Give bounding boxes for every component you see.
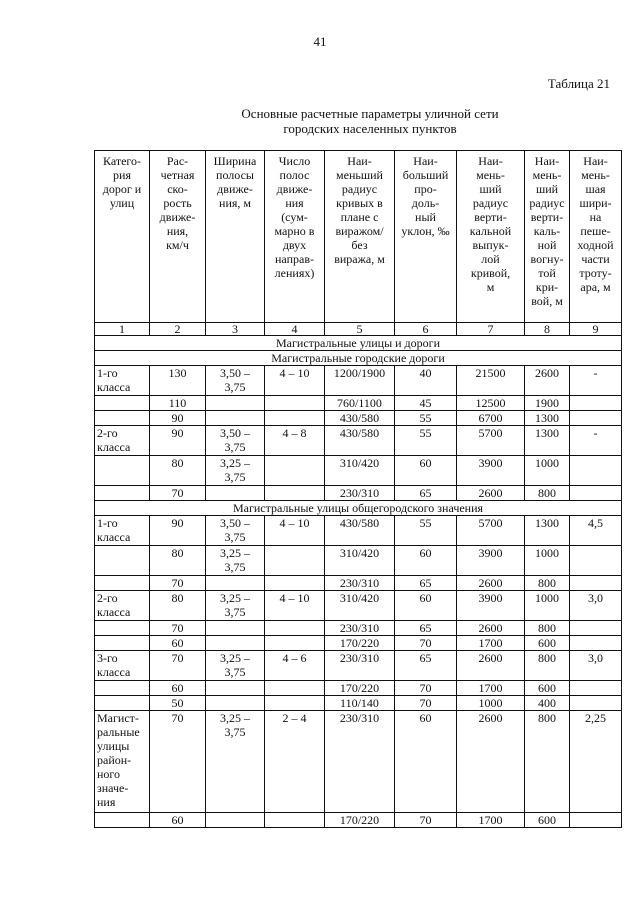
cell-max-slope: 55 <box>395 426 457 456</box>
cell-speed: 80 <box>150 591 206 621</box>
cell-curve-radius: 760/1100 <box>325 396 395 411</box>
section-main-roads-and-streets <box>95 336 622 351</box>
cell-category <box>95 696 150 711</box>
cell-sidewalk-width <box>570 576 622 591</box>
cell-lane-count <box>265 621 325 636</box>
cell-sidewalk-width <box>570 411 622 426</box>
cell-curve-radius: 310/420 <box>325 456 395 486</box>
cell-lane-count <box>265 636 325 651</box>
section-heading: Магистральные улицы общегородского значения <box>95 501 622 516</box>
cell-lane-count <box>265 576 325 591</box>
header-lane-count: Число полос движе- ния (сум- марно в двух направ- лениях) <box>265 151 325 323</box>
cell-convex-radius: 2600 <box>457 651 525 681</box>
cell-lane-count <box>265 813 325 828</box>
cell-convex-radius: 2600 <box>457 486 525 501</box>
cell-sidewalk-width <box>570 456 622 486</box>
cell-lane-count <box>265 696 325 711</box>
cell-lane-count <box>265 681 325 696</box>
table-row <box>95 696 622 711</box>
cell-sidewalk-width <box>570 696 622 711</box>
section-main-city-roads <box>95 351 622 366</box>
cell-sidewalk-width <box>570 486 622 501</box>
cell-lane-width <box>206 621 265 636</box>
cell-lane-width <box>206 681 265 696</box>
table-label: Таблица 21 <box>547 76 610 91</box>
cell-max-slope: 65 <box>395 621 457 636</box>
cell-category <box>95 681 150 696</box>
cell-lane-width <box>206 486 265 501</box>
cell-curve-radius: 1200/1900 <box>325 366 395 396</box>
street-parameters-table <box>94 150 622 828</box>
cell-convex-radius: 1700 <box>457 681 525 696</box>
cell-concave-radius: 600 <box>525 813 570 828</box>
cell-sidewalk-width: - <box>570 366 622 396</box>
cell-speed: 90 <box>150 516 206 546</box>
cell-curve-radius: 110/140 <box>325 696 395 711</box>
cell-curve-radius: 230/310 <box>325 576 395 591</box>
cell-max-slope: 65 <box>395 576 457 591</box>
column-number: 5 <box>325 323 395 336</box>
cell-sidewalk-width: 3,0 <box>570 651 622 681</box>
cell-lane-count: 4 – 10 <box>265 591 325 621</box>
cell-concave-radius: 800 <box>525 711 570 813</box>
table-row <box>95 711 622 813</box>
cell-lane-count <box>265 486 325 501</box>
cell-sidewalk-width: 4,5 <box>570 516 622 546</box>
cell-max-slope: 55 <box>395 411 457 426</box>
cell-max-slope: 65 <box>395 651 457 681</box>
cell-lane-width <box>206 696 265 711</box>
cell-category <box>95 486 150 501</box>
cell-category: 2-го класса <box>95 426 150 456</box>
cell-category: 3-го класса <box>95 651 150 681</box>
cell-curve-radius: 170/220 <box>325 813 395 828</box>
table-row <box>95 576 622 591</box>
table-row <box>95 366 622 396</box>
cell-concave-radius: 1900 <box>525 396 570 411</box>
cell-max-slope: 60 <box>395 711 457 813</box>
cell-category: Магист- ральные улицы район- ного значе- ния <box>95 711 150 813</box>
cell-category <box>95 576 150 591</box>
cell-speed: 80 <box>150 546 206 576</box>
column-number: 7 <box>457 323 525 336</box>
cell-concave-radius: 1000 <box>525 591 570 621</box>
column-number: 2 <box>150 323 206 336</box>
cell-speed: 70 <box>150 621 206 636</box>
cell-lane-width: 3,50 – 3,75 <box>206 366 265 396</box>
cell-sidewalk-width: 2,25 <box>570 711 622 813</box>
cell-max-slope: 65 <box>395 486 457 501</box>
header-curve-radius: Наи- меньший радиус кривых в плане с виражом/ без виража, м <box>325 151 395 323</box>
cell-concave-radius: 1300 <box>525 516 570 546</box>
cell-max-slope: 70 <box>395 696 457 711</box>
cell-sidewalk-width <box>570 636 622 651</box>
table-row <box>95 396 622 411</box>
cell-sidewalk-width: - <box>570 426 622 456</box>
cell-concave-radius: 600 <box>525 681 570 696</box>
table-row <box>95 411 622 426</box>
cell-category <box>95 636 150 651</box>
column-number: 1 <box>95 323 150 336</box>
cell-concave-radius: 1300 <box>525 426 570 456</box>
header-concave-radius: Наи- мень- ший радиус верти- каль- ной вогну- той кри- вой, м <box>525 151 570 323</box>
cell-convex-radius: 1700 <box>457 636 525 651</box>
header-speed: Рас- четная ско- рость движе- ния, км/ч <box>150 151 206 323</box>
cell-max-slope: 70 <box>395 681 457 696</box>
table-row <box>95 516 622 546</box>
section-heading: Магистральные улицы и дороги <box>95 336 622 351</box>
cell-concave-radius: 1000 <box>525 456 570 486</box>
cell-concave-radius: 400 <box>525 696 570 711</box>
cell-lane-width <box>206 576 265 591</box>
cell-category <box>95 813 150 828</box>
cell-max-slope: 60 <box>395 546 457 576</box>
cell-max-slope: 55 <box>395 516 457 546</box>
cell-convex-radius: 2600 <box>457 621 525 636</box>
cell-convex-radius: 1700 <box>457 813 525 828</box>
cell-lane-count: 4 – 10 <box>265 366 325 396</box>
cell-lane-count: 4 – 8 <box>265 426 325 456</box>
table-row <box>95 546 622 576</box>
cell-curve-radius: 230/310 <box>325 621 395 636</box>
cell-convex-radius: 5700 <box>457 516 525 546</box>
cell-concave-radius: 800 <box>525 486 570 501</box>
cell-lane-width: 3,25 – 3,75 <box>206 456 265 486</box>
cell-speed: 70 <box>150 576 206 591</box>
cell-convex-radius: 12500 <box>457 396 525 411</box>
cell-speed: 90 <box>150 426 206 456</box>
page-number: 41 <box>313 34 327 49</box>
cell-lane-width: 3,25 – 3,75 <box>206 651 265 681</box>
cell-concave-radius: 1300 <box>525 411 570 426</box>
table-row <box>95 636 622 651</box>
cell-speed: 50 <box>150 696 206 711</box>
cell-category <box>95 546 150 576</box>
cell-speed: 130 <box>150 366 206 396</box>
cell-curve-radius: 310/420 <box>325 591 395 621</box>
cell-speed: 110 <box>150 396 206 411</box>
cell-category: 1-го класса <box>95 516 150 546</box>
cell-speed: 60 <box>150 681 206 696</box>
cell-curve-radius: 230/310 <box>325 651 395 681</box>
table-title-line-2: городских населенных пунктов <box>283 121 457 136</box>
cell-convex-radius: 3900 <box>457 591 525 621</box>
cell-speed: 70 <box>150 486 206 501</box>
cell-convex-radius: 2600 <box>457 576 525 591</box>
column-number: 4 <box>265 323 325 336</box>
cell-speed: 80 <box>150 456 206 486</box>
table-row <box>95 591 622 621</box>
cell-sidewalk-width <box>570 396 622 411</box>
cell-max-slope: 60 <box>395 456 457 486</box>
cell-concave-radius: 800 <box>525 651 570 681</box>
cell-speed: 70 <box>150 711 206 813</box>
cell-lane-width: 3,50 – 3,75 <box>206 516 265 546</box>
column-number: 3 <box>206 323 265 336</box>
cell-lane-width <box>206 411 265 426</box>
column-number: 9 <box>570 323 622 336</box>
section-heading: Магистральные городские дороги <box>95 351 622 366</box>
cell-convex-radius: 3900 <box>457 546 525 576</box>
cell-curve-radius: 310/420 <box>325 546 395 576</box>
cell-category: 1-го класса <box>95 366 150 396</box>
table-row <box>95 813 622 828</box>
cell-convex-radius: 1000 <box>457 696 525 711</box>
cell-convex-radius: 2600 <box>457 711 525 813</box>
cell-max-slope: 60 <box>395 591 457 621</box>
cell-sidewalk-width <box>570 681 622 696</box>
cell-lane-count <box>265 546 325 576</box>
header-row <box>95 151 622 323</box>
cell-max-slope: 70 <box>395 813 457 828</box>
cell-convex-radius: 6700 <box>457 411 525 426</box>
cell-lane-width <box>206 636 265 651</box>
cell-curve-radius: 230/310 <box>325 486 395 501</box>
cell-convex-radius: 21500 <box>457 366 525 396</box>
header-category: Катего- рия дорог и улиц <box>95 151 150 323</box>
cell-max-slope: 45 <box>395 396 457 411</box>
cell-concave-radius: 800 <box>525 576 570 591</box>
cell-speed: 70 <box>150 651 206 681</box>
cell-lane-width: 3,50 – 3,75 <box>206 426 265 456</box>
cell-lane-width: 3,25 – 3,75 <box>206 591 265 621</box>
cell-speed: 60 <box>150 636 206 651</box>
cell-concave-radius: 800 <box>525 621 570 636</box>
cell-lane-count <box>265 396 325 411</box>
cell-category: 2-го класса <box>95 591 150 621</box>
table-title-line-1: Основные расчетные параметры уличной сети <box>241 106 499 121</box>
column-number: 8 <box>525 323 570 336</box>
cell-max-slope: 70 <box>395 636 457 651</box>
cell-concave-radius: 600 <box>525 636 570 651</box>
cell-lane-count <box>265 456 325 486</box>
header-sidewalk-width: Наи- мень- шая шири- на пеше- ходной части троту- ара, м <box>570 151 622 323</box>
header-lane-width: Ширина полосы движе- ния, м <box>206 151 265 323</box>
cell-max-slope: 40 <box>395 366 457 396</box>
table-title <box>0 106 640 136</box>
cell-curve-radius: 170/220 <box>325 681 395 696</box>
cell-speed: 60 <box>150 813 206 828</box>
cell-curve-radius: 430/580 <box>325 516 395 546</box>
cell-lane-count: 2 – 4 <box>265 711 325 813</box>
table-row <box>95 486 622 501</box>
cell-lane-width: 3,25 – 3,75 <box>206 711 265 813</box>
table-row <box>95 426 622 456</box>
cell-curve-radius: 430/580 <box>325 411 395 426</box>
cell-lane-width <box>206 396 265 411</box>
cell-curve-radius: 170/220 <box>325 636 395 651</box>
cell-category <box>95 456 150 486</box>
cell-concave-radius: 1000 <box>525 546 570 576</box>
cell-concave-radius: 2600 <box>525 366 570 396</box>
header-max-slope: Наи- больший про- доль- ный уклон, ‰ <box>395 151 457 323</box>
cell-sidewalk-width <box>570 813 622 828</box>
cell-speed: 90 <box>150 411 206 426</box>
cell-lane-count <box>265 411 325 426</box>
cell-lane-width: 3,25 – 3,75 <box>206 546 265 576</box>
cell-convex-radius: 3900 <box>457 456 525 486</box>
cell-lane-width <box>206 813 265 828</box>
table-row <box>95 651 622 681</box>
cell-curve-radius: 430/580 <box>325 426 395 456</box>
column-number-row <box>95 323 622 336</box>
cell-category <box>95 396 150 411</box>
table-row <box>95 456 622 486</box>
table-body <box>95 151 622 828</box>
cell-lane-count: 4 – 6 <box>265 651 325 681</box>
cell-convex-radius: 5700 <box>457 426 525 456</box>
column-number: 6 <box>395 323 457 336</box>
cell-sidewalk-width <box>570 546 622 576</box>
table-row <box>95 621 622 636</box>
header-convex-radius: Наи- мень- ший радиус верти- кальной выпук- лой кривой, м <box>457 151 525 323</box>
table-row <box>95 681 622 696</box>
cell-category <box>95 411 150 426</box>
section-citywide-streets <box>95 501 622 516</box>
cell-sidewalk-width <box>570 621 622 636</box>
cell-sidewalk-width: 3,0 <box>570 591 622 621</box>
cell-category <box>95 621 150 636</box>
cell-lane-count: 4 – 10 <box>265 516 325 546</box>
cell-curve-radius: 230/310 <box>325 711 395 813</box>
